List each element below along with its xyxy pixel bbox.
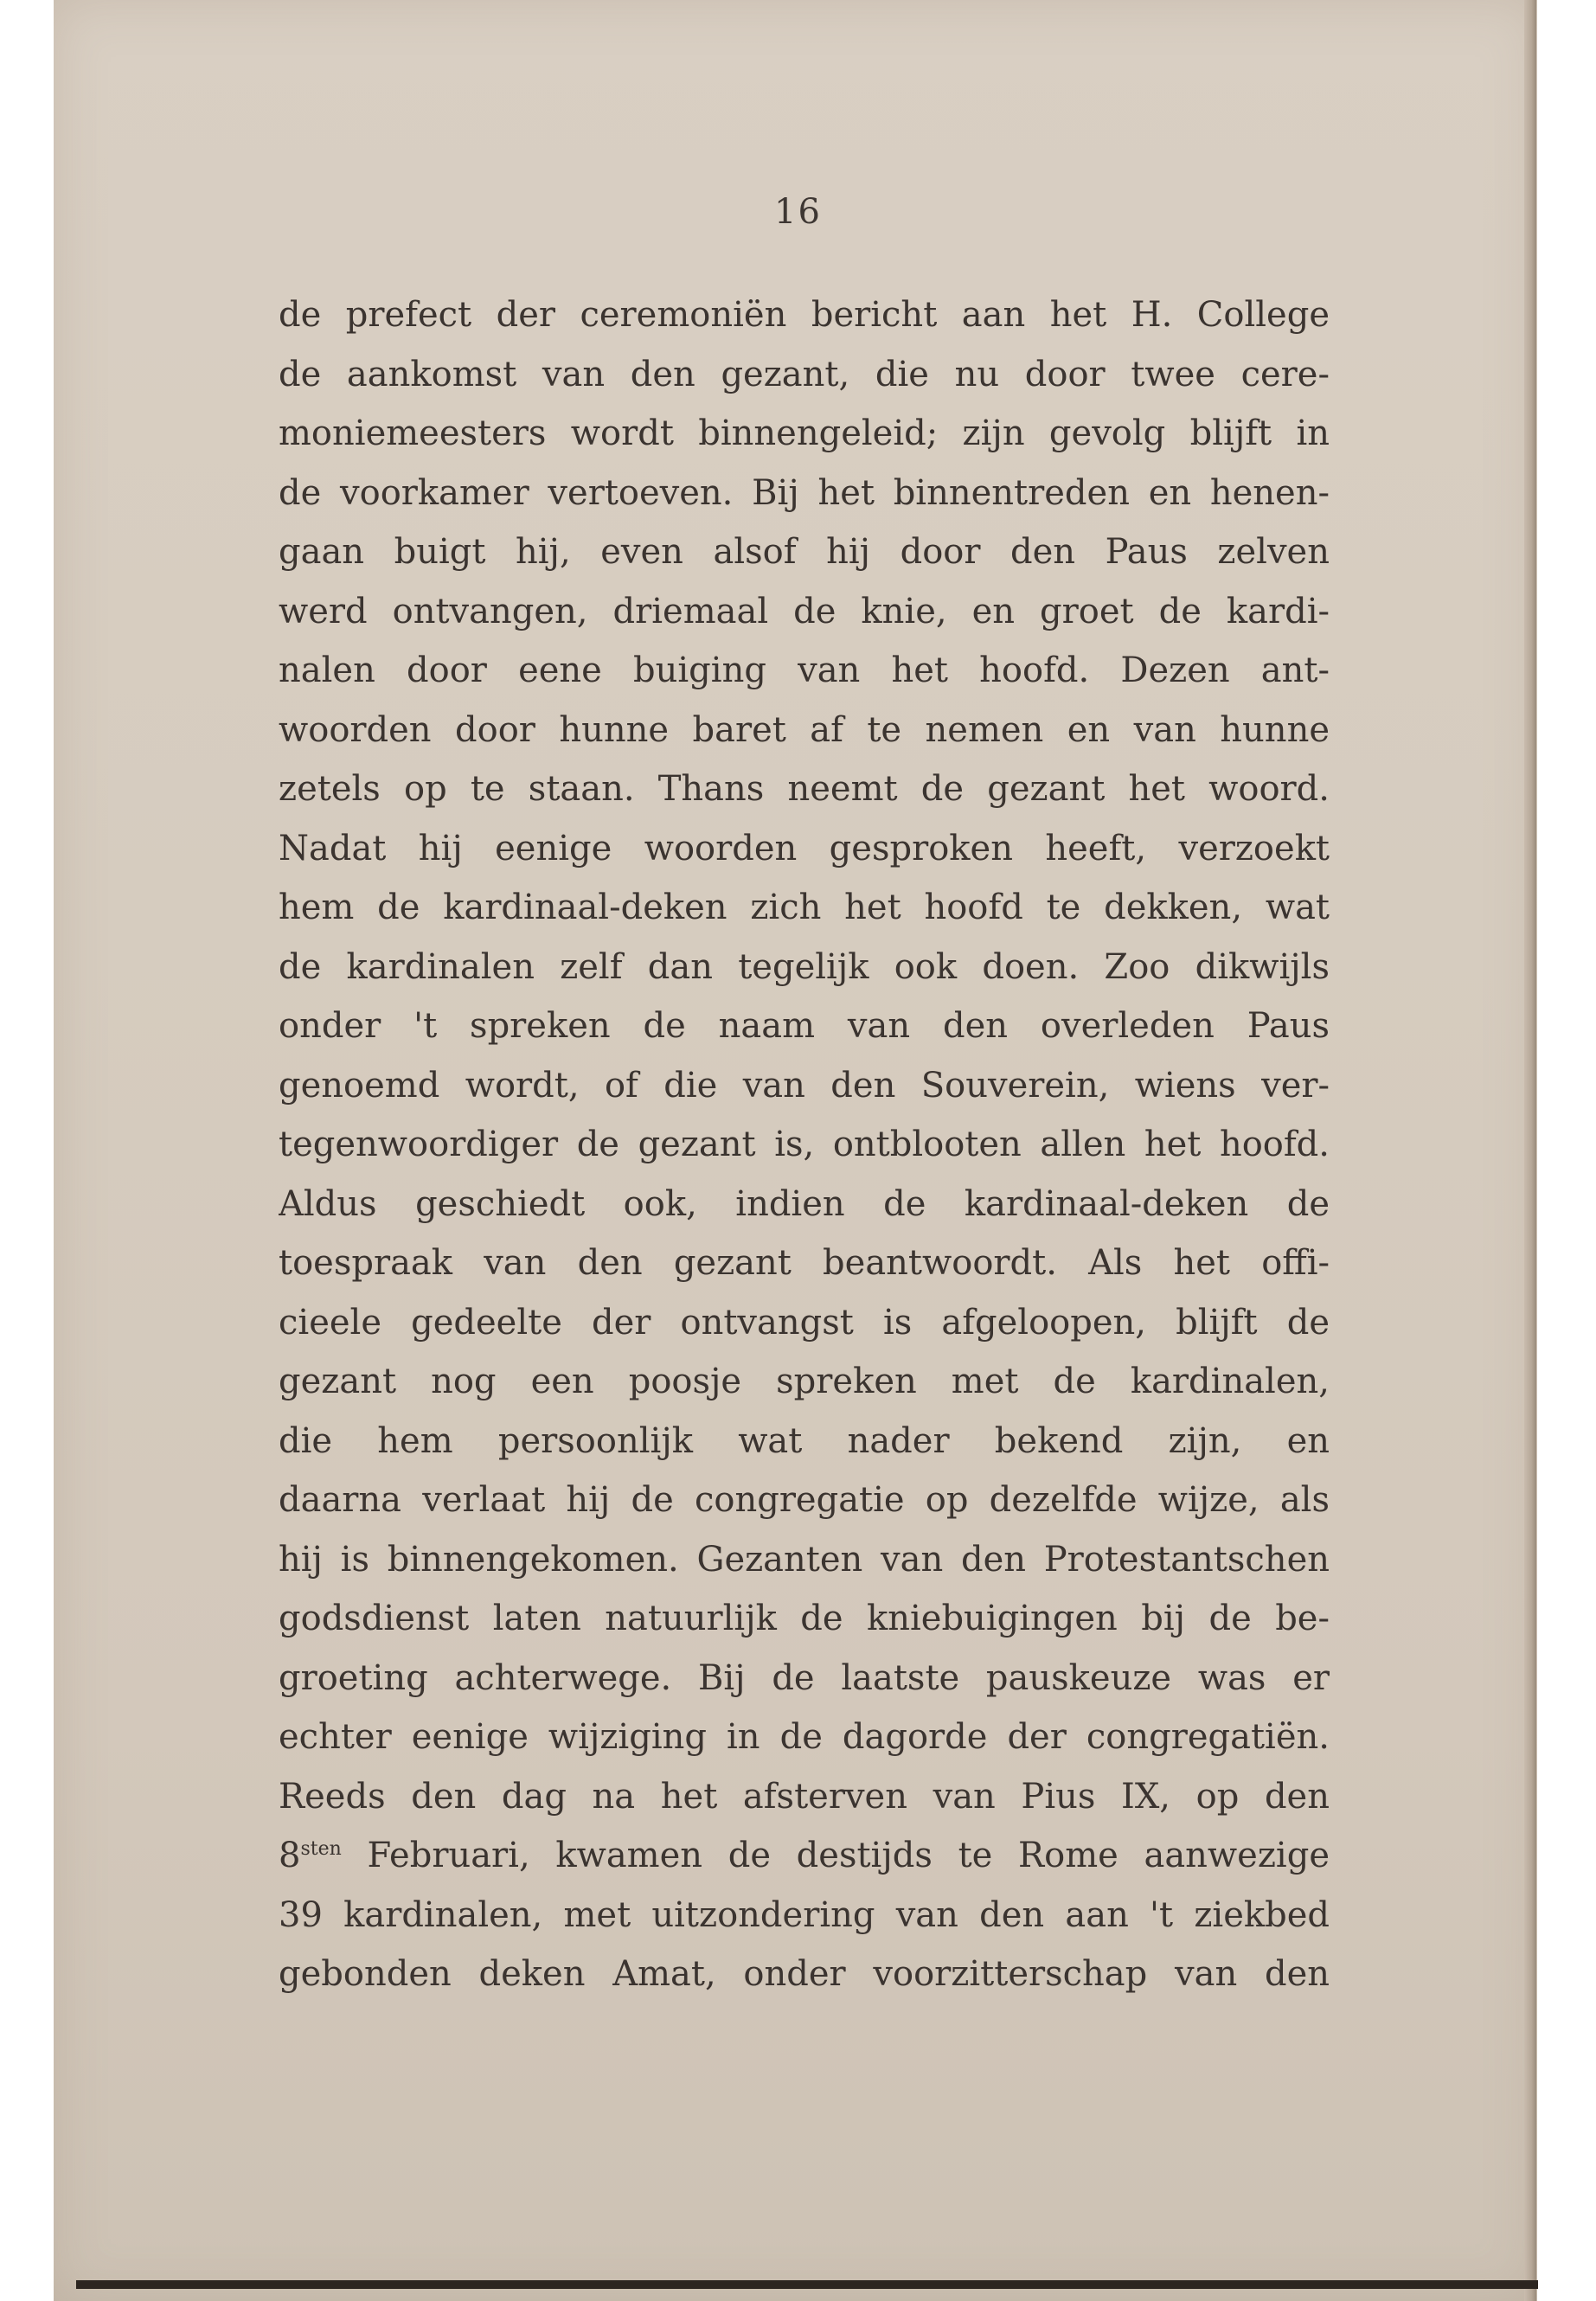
text-line: woorden door hunne baret af te nemen en van hunne bbox=[279, 709, 1330, 750]
body-text bbox=[279, 285, 1330, 2004]
text-line: onder 't spreken de naam van den overleden Paus bbox=[279, 1006, 1330, 1046]
date-ordinal-superscript: sten bbox=[300, 1838, 342, 1860]
text-line: werd ontvangen, driemaal de knie, en groet de kardi- bbox=[279, 591, 1330, 631]
text-line: de prefect der ceremoniën bericht aan het H. College bbox=[279, 295, 1330, 335]
text-line: godsdienst laten natuurlijk de kniebuigingen bij de be- bbox=[279, 1599, 1330, 1638]
text-line: hem de kardinaal-deken zich het hoofd te dekken, wat bbox=[279, 888, 1330, 927]
text-line: moniemeesters wordt binnengeleid; zijn gevolg blijft in bbox=[279, 413, 1330, 453]
text-line: groeting achterwege. Bij de laatste pauskeuze was er bbox=[279, 1657, 1330, 1698]
text-line: gezant nog een poosje spreken met de kardinalen, bbox=[279, 1362, 1330, 1401]
page-number: 16 bbox=[774, 192, 822, 232]
date-number: 8 bbox=[279, 1836, 301, 1875]
page-edge-bottom bbox=[76, 2280, 1538, 2289]
page-edge-right bbox=[1524, 0, 1536, 2301]
text-line: tegenwoordiger de gezant is, ontblooten allen het hoofd. bbox=[279, 1125, 1330, 1164]
text-line: cieele gedeelte der ontvangst is afgeloopen, blijft de bbox=[279, 1302, 1330, 1343]
text-line: gebonden deken Amat, onder voorzitterschap van den bbox=[279, 1954, 1330, 1994]
text-line: nalen door eene buiging van het hoofd. Dezen ant- bbox=[279, 651, 1330, 690]
text-line: 39 kardinalen, met uitzondering van den aan 't ziekbed bbox=[279, 1894, 1330, 1935]
text-line: Reeds den dag na het afsterven van Pius IX, op den bbox=[279, 1776, 1330, 1817]
text-line: zetels op te staan. Thans neemt de gezant het woord. bbox=[279, 769, 1330, 809]
text-line: Nadat hij eenige woorden gesproken heeft, verzoekt bbox=[279, 828, 1330, 868]
text-line: Aldus geschiedt ook, indien de kardinaal-deken de bbox=[279, 1183, 1330, 1224]
text-line: genoemd wordt, of die van den Souverein, wiens ver- bbox=[279, 1065, 1330, 1106]
text-line: echter eenige wijziging in de dagorde der congregatiën. bbox=[279, 1717, 1330, 1757]
date-line-rest: Februari, kwamen de destijds te Rome aanwezige bbox=[367, 1836, 1330, 1875]
text-line: de kardinalen zelf dan tegelijk ook doen. Zoo dikwijls bbox=[279, 946, 1330, 987]
text-line: die hem persoonlijk wat nader bekend zijn, en bbox=[279, 1420, 1330, 1461]
text-line-date bbox=[279, 1826, 1330, 1886]
text-line: hij is binnengekomen. Gezanten van den Protestantschen bbox=[279, 1539, 1330, 1580]
text-line: de aankomst van den gezant, die nu door twee cere- bbox=[279, 354, 1330, 394]
text-line: toespraak van den gezant beantwoordt. Als het offi- bbox=[279, 1243, 1330, 1283]
text-line: de voorkamer vertoeven. Bij het binnentreden en henen- bbox=[279, 472, 1330, 513]
text-line: gaan buigt hij, even alsof hij door den Paus zelven bbox=[279, 532, 1330, 572]
text-line: daarna verlaat hij de congregatie op dezelfde wijze, als bbox=[279, 1480, 1330, 1520]
